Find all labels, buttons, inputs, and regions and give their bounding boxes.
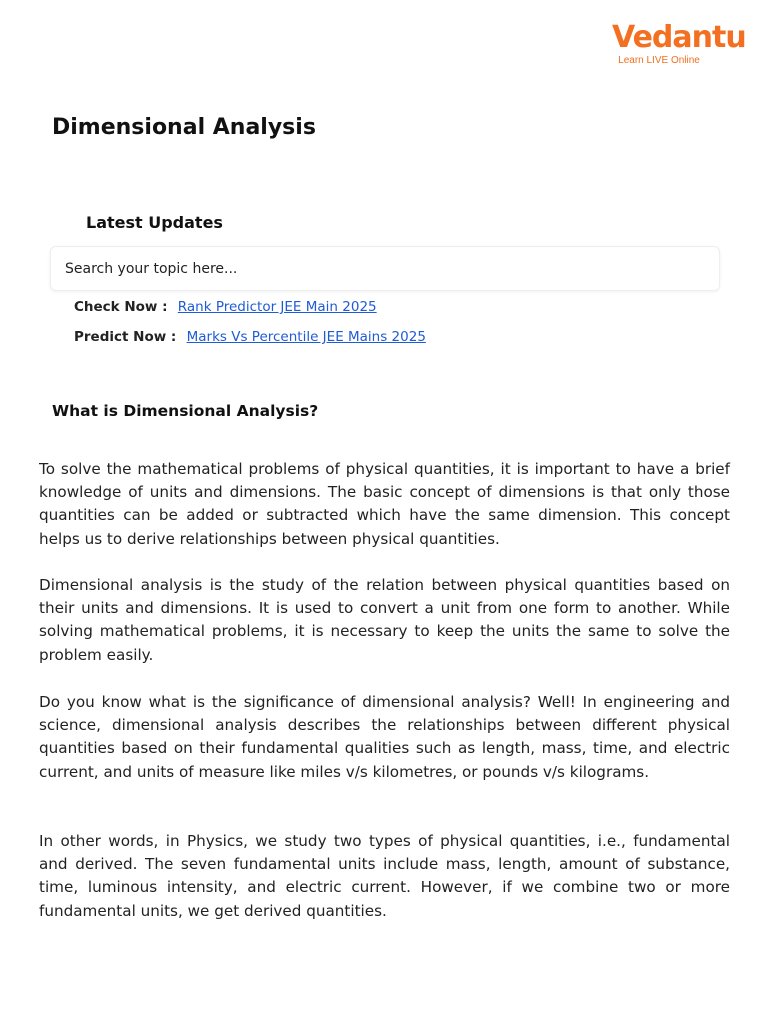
- marks-vs-percentile-link[interactable]: Marks Vs Percentile JEE Mains 2025: [186, 329, 426, 345]
- predict-now-row: [74, 327, 426, 347]
- page-title: Dimensional Analysis: [52, 115, 316, 140]
- check-now-label: Check Now :: [74, 299, 168, 315]
- paragraph-4: In other words, in Physics, we study two types of physical quantities, i.e., fundamental and derived. The seven fundamental units include mass, length, amount of substance, time, luminous intensity, and electric current. However, if we combine two or more fundamental units, we get derived quantities.: [39, 832, 730, 920]
- predict-now-label: Predict Now :: [74, 329, 177, 345]
- logo-wordmark: Vedantu: [612, 20, 746, 55]
- check-now-row: [74, 297, 377, 317]
- latest-updates-heading: Latest Updates: [86, 213, 223, 232]
- rank-predictor-link[interactable]: Rank Predictor JEE Main 2025: [177, 299, 377, 315]
- paragraph-2: Dimensional analysis is the study of the relation between physical quantities based on their units and dimensions. It is used to convert a unit from one form to another. While solving mathematical problems, it is necessary to keep the units the same to solve the problem easily.: [39, 576, 730, 664]
- search-box: [50, 246, 720, 291]
- paragraph-1: To solve the mathematical problems of physical quantities, it is important to have a brief knowledge of units and dimensions. The basic concept of dimensions is that only those quantities can be added or subtracted which have the same dimension. This concept helps us to derive relationships between physical quantities.: [39, 460, 730, 548]
- logo-tagline: Learn LIVE Online: [618, 55, 700, 66]
- vedantu-logo[interactable]: [612, 20, 746, 67]
- paragraph-3: Do you know what is the significance of dimensional analysis? Well! In engineering and science, dimensional analysis describes the relationships between different physical quantities based on their fundamental qualities such as length, mass, time, and electric current, and units of measure like miles v/s kilometres, or pounds v/s kilograms.: [39, 693, 730, 781]
- section-heading: What is Dimensional Analysis?: [52, 402, 319, 420]
- search-input[interactable]: [65, 257, 685, 281]
